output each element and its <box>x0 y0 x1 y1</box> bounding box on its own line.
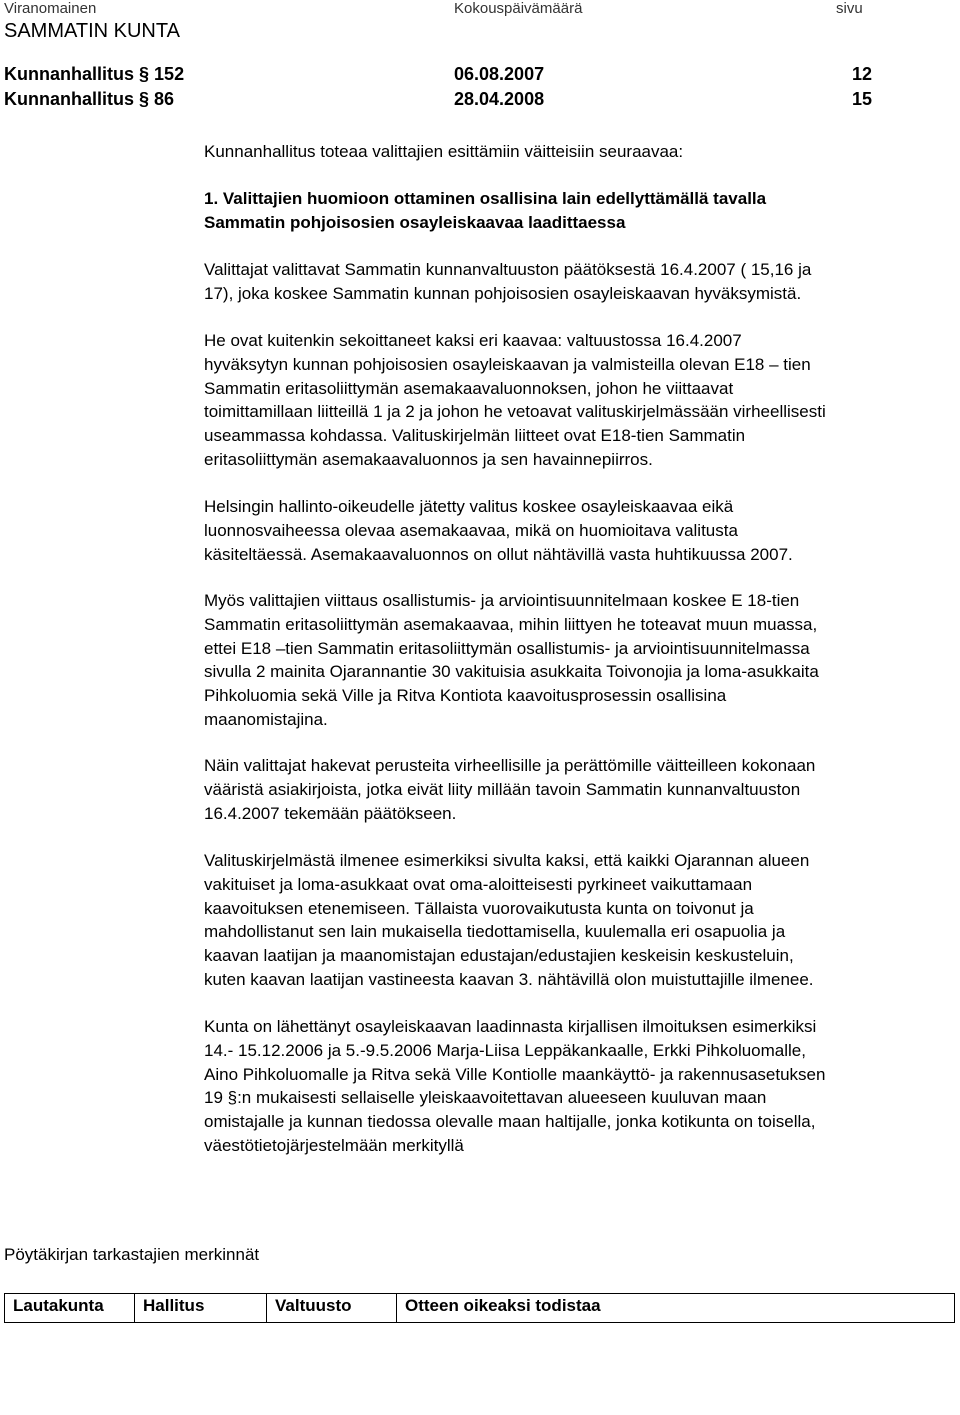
text-line: 14.- 15.12.2006 ja 5.-9.5.2006 Marja-Liisa Leppäkankaalle, Erkki Pihkoluomalle, <box>204 1040 806 1060</box>
heading-line: Sammatin pohjoisosien osayleiskaavaa laadittaessa <box>204 212 626 232</box>
session-number: 86 <box>154 89 175 109</box>
section-sign: § <box>139 89 150 109</box>
session-date: 28.04.2008 <box>454 89 545 109</box>
heading-line: 1. Valittajien huomioon ottaminen osallisina lain edellyttämällä tavalla <box>204 189 767 208</box>
text-line: 16.4.2007 tekemään päätökseen. <box>204 803 457 823</box>
session-date: 06.08.2007 <box>454 64 545 84</box>
signature-row <box>5 1294 955 1323</box>
session-row <box>4 64 184 85</box>
session-body: Kunnanhallitus <box>4 89 134 109</box>
organization-name: SAMMATIN KUNTA <box>4 20 180 42</box>
session-page: 12 <box>852 64 873 84</box>
text-line: Valittajat valittavat Sammatin kunnanvaltuuston päätöksestä 16.4.2007 ( 15,16 ja <box>204 260 812 279</box>
session-body: Kunnanhallitus <box>4 64 134 84</box>
intro-text <box>204 140 956 164</box>
text-line: Näin valittajat hakevat perusteita virheellisille ja perättömille väitteilleen kokonaan <box>204 756 816 775</box>
text-line: Aino Pihkoluomalle ja Ritva sekä Ville Kontiolle maankäyttö- ja rakennusasetuksen <box>204 1064 826 1084</box>
text-line: käsiteltäessä. Asemakaavaluonnos on ollut nähtävillä vasta huhtikuussa 2007. <box>204 544 793 564</box>
text-line: Kunta on lähettänyt osayleiskaavan laadinnasta kirjallisen ilmoituksen esimerkiksi <box>204 1017 817 1036</box>
text-line: He ovat kuitenkin sekoittaneet kaksi eri kaavaa: valtuustossa 16.4.2007 <box>204 331 742 350</box>
signature-cell-committee: Lautakunta <box>5 1294 135 1323</box>
text-line: kaavan laatijan ja maanomistajan edustajan/edustajien keskeisin keskusteluin, <box>204 946 794 966</box>
text-line: toimittamillaan liitteillä 1 ja 2 ja johon he vetoavat valituskirjelmässään virheellisesti <box>204 402 826 422</box>
text-line: 17), joka koskee Sammatin kunnan pohjoisosien osayleiskaavan hyväksymistä. <box>204 283 802 303</box>
signature-cell-board: Hallitus <box>135 1294 267 1323</box>
paragraph-6 <box>204 849 956 992</box>
text-line: Valituskirjelmästä ilmenee esimerkiksi sivulta kaksi, että kaikki Ojarannan alueen <box>204 851 810 870</box>
section-sign: § <box>139 64 150 84</box>
paragraph-7 <box>204 1015 956 1158</box>
text-line: 19 §:n mukaisesti sellaiselle yleiskaavoitettavan alueeseen kuuluvan maan <box>204 1088 767 1108</box>
text-line: Helsingin hallinto-oikeudelle jätetty valitus koskee osayleiskaavaa eikä <box>204 497 734 516</box>
intro-line: Kunnanhallitus toteaa valittajien esittämiin väitteisiin seuraavaa: <box>204 142 684 161</box>
text-line: vakituiset ja loma-asukkaat ovat oma-aloitteisesti pyrkineet vaikuttamaan <box>204 874 753 894</box>
review-notes-label: Pöytäkirjan tarkastajien merkinnät <box>4 1245 260 1264</box>
text-line: vääristä asiakirjoista, jotka eivät liity millään tavoin Sammatin kunnanvaltuuston <box>204 779 801 799</box>
authority-label: Viranomainen <box>4 0 97 17</box>
text-line: eritasoliittymän asemakaavaluonnos ja sen havainnepiirros. <box>204 449 653 469</box>
text-line: hyväksytyn kunnan pohjoisosien osayleiskaavan ja valmisteilla olevan E18 – tien <box>204 354 811 374</box>
meeting-date-label: Kokouspäivämäärä <box>454 0 583 17</box>
paragraph-1 <box>204 258 956 306</box>
text-line: Sammatin eritasoliittymän asemakaavaluonnoksen, johon he viittaavat <box>204 378 734 398</box>
text-line: sivulla 2 mainita Ojarannantie 30 vakituisia asukkaita Toivonojia ja loma-asukkaita <box>204 662 819 682</box>
signature-cell-council: Valtuusto <box>267 1294 397 1323</box>
section-heading <box>204 187 956 235</box>
text-line: Pihkoluomia sekä Ville ja Ritva Kontiota kaavoitusprosessin osallisina <box>204 686 727 706</box>
paragraph-4 <box>204 589 956 732</box>
text-line: väestötietojärjestelmään merkityllä <box>204 1135 464 1155</box>
text-line: Sammatin eritasoliittymän asemakaavaa, mihin liittyen he toteavat muun muassa, <box>204 614 818 634</box>
signature-cell-certified: Otteen oikeaksi todistaa <box>397 1294 955 1323</box>
page-label: sivu <box>836 0 863 17</box>
text-line: kaavoituksen etenemiseen. Tällaista vuorovaikutusta kunta on toivonut ja <box>204 898 754 918</box>
session-number: 152 <box>154 64 185 84</box>
text-line: useammassa kohdassa. Valituskirjelmän liitteet ovat E18-tien Sammatin <box>204 426 746 446</box>
text-line: ettei E18 –tien Sammatin eritasoliittymän osallistumis- ja arviointisuunnitelmassa <box>204 638 810 658</box>
paragraph-5 <box>204 754 956 825</box>
signature-table <box>4 1293 955 1323</box>
session-page: 15 <box>852 89 873 109</box>
paragraph-3 <box>204 495 956 566</box>
text-line: kuten kaavan laatijan vastineesta kaavan 3. nähtävillä olon muistuttajille ilmenee. <box>204 969 814 989</box>
text-line: mahdollistanut sen lain mukaisella tiedottamisella, kuulemalla eri osapuolia ja <box>204 922 786 942</box>
text-line: maanomistajina. <box>204 709 328 729</box>
paragraph-2 <box>204 329 956 472</box>
session-row <box>4 89 174 110</box>
text-line: omistajalle ja kunnan tiedossa olevalle maan haltijalle, jonka kotikunta on toisella, <box>204 1112 816 1132</box>
text-line: luonnosvaiheessa olevaa asemakaavaa, mikä on huomioitava valitusta <box>204 520 738 540</box>
text-line: Myös valittajien viittaus osallistumis- ja arviointisuunnitelmaan koskee E 18-tien <box>204 591 800 610</box>
